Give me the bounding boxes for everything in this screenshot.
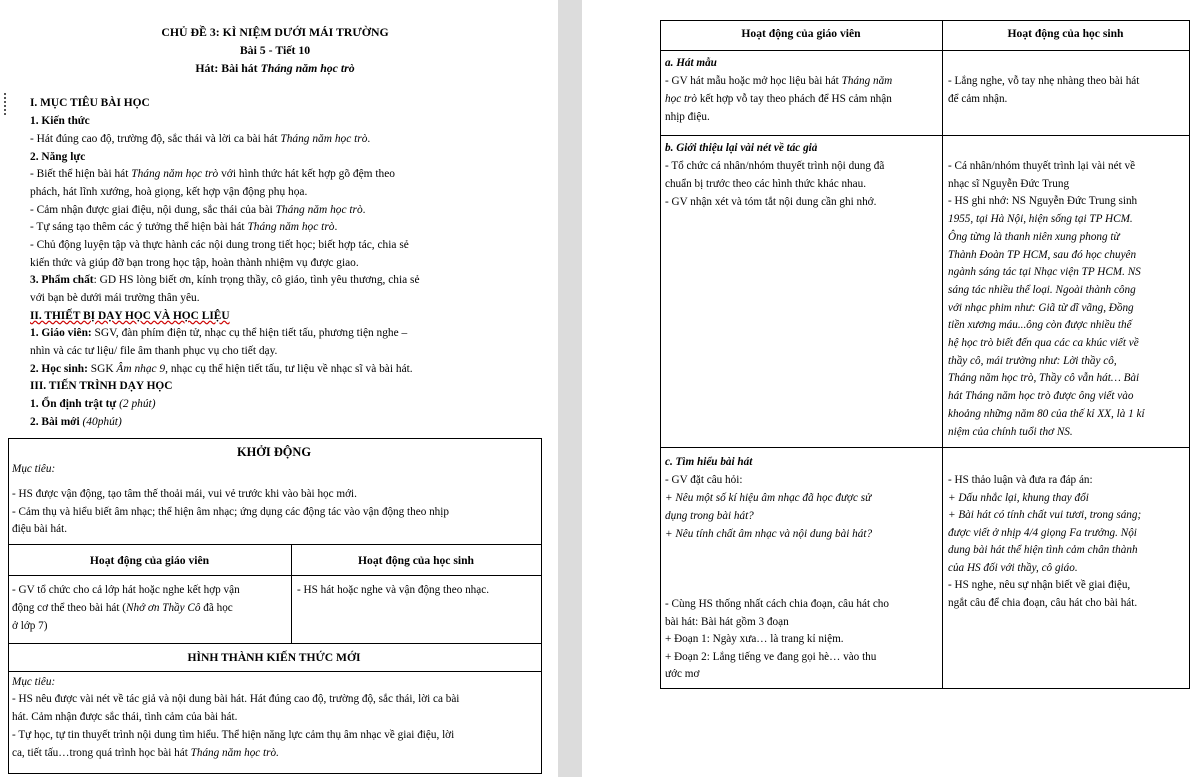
c-teacher-division-line: + Đoạn 2: Lắng tiếng ve đang gọi hè… vào thu [665, 650, 877, 663]
ability-line-4: - Tự sáng tạo thêm các ý tưởng thể hiện bài hát Tháng năm học trò. [30, 221, 338, 233]
ability-line-2: phách, hát lĩnh xướng, hoà giọng, kết hợp vận động phụ họa. [30, 186, 308, 198]
student-line: 2. Học sinh: SGK Âm nhạc 9, nhạc cụ thể hiện tiết tấu, tư liệu về nhạc sĩ và bài hát. [30, 363, 413, 375]
b-student-line: ngành sáng tác tại Nhạc viện TP HCM. NS [948, 266, 1141, 279]
new-knowledge-objective-3: - Tự học, tự tin thuyết trình nội dung tìm hiểu. Thể hiện năng lực cảm thụ âm nhạc về giai điệu, lời [12, 729, 455, 741]
warmup-col-student: Hoạt động của học sinh [358, 554, 474, 567]
stabilize-line: 1. Ổn định trật tự (2 phút) [30, 398, 156, 410]
ability-line-1: - Biết thể hiện bài hát Tháng năm học trò với hình thức hát kết hợp gõ đệm theo [30, 168, 395, 180]
column-divider [942, 20, 943, 688]
c-teacher-division-line: bài hát: Bài hát gồm 3 đoạn [665, 615, 789, 628]
warmup-objective-3: điệu bài hát. [12, 523, 67, 535]
warmup-title: KHỞI ĐỘNG [236, 445, 311, 459]
row-divider [8, 643, 541, 644]
b-student-line: với nhạc phim như: Giã từ dĩ vãng, Đồng [948, 301, 1134, 314]
c-teacher-division-line: + Đoạn 1: Ngày xưa… là trang kỉ niệm. [665, 633, 844, 645]
ability-line-6: kiến thức và giúp đỡ bạn trong học tập, hoàn thành nhiệm vụ được giao. [30, 257, 359, 269]
warmup-teacher-1: - GV tổ chức cho cả lớp hát hoặc nghe kết hợp vận [12, 584, 240, 596]
new-knowledge-title: HÌNH THÀNH KIẾN THỨC MỚI [187, 651, 361, 664]
col-student-header: Hoạt động của học sinh [1007, 27, 1124, 40]
teacher-line-1: 1. Giáo viên: SGV, đàn phím điện tử, nhạc cụ thể hiện tiết tấu, phương tiện nghe – [30, 327, 408, 339]
a-teacher-3: nhịp điệu. [665, 111, 710, 123]
c-student-line: ngắt câu để chia đoạn, câu hát cho bài hát. [948, 596, 1138, 609]
b-student-line: tiền xương máu...ông còn được nhiều thế [948, 319, 1132, 332]
b-student-line: - Cá nhân/nhóm thuyết trình lại vài nét về [948, 160, 1136, 172]
b-teacher-3: - GV nhận xét và tóm tắt nội dung cần ghi nhớ. [665, 196, 877, 208]
c-student-line: - HS nghe, nêu sự nhận biết về giai điệu, [948, 579, 1131, 591]
new-knowledge-objective-label: Mục tiêu: [12, 676, 56, 688]
b-student-line: niệm của chính tuổi thơ NS. [948, 425, 1073, 438]
c-teacher-division-line: ước mơ [665, 668, 700, 680]
section-1-heading: I. MỤC TIÊU BÀI HỌC [30, 97, 150, 109]
warmup-teacher-3: ở lớp 7) [12, 620, 48, 632]
section-b-title: b. Giới thiệu lại vài nét về tác giả [665, 142, 818, 154]
section-3-heading: III. TIẾN TRÌNH DẠY HỌC [30, 380, 173, 392]
ability-heading: 2. Năng lực [30, 151, 86, 163]
new-lesson-line: 2. Bài mới (40phút) [30, 416, 122, 428]
b-student-line: khoảng những năm 80 của thế kỉ XX, là 1 kỉ [948, 407, 1145, 420]
page-gap [558, 0, 582, 777]
knowledge-text: - Hát đúng cao độ, trường độ, sắc thái và lời ca bài hát Tháng năm học trò. [30, 133, 371, 145]
c-student-line: được viết ở nhịp 4/4 giọng Fa trưởng. Nội [948, 526, 1137, 539]
b-teacher-2: chuẩn bị trước theo các hình thức khác nhau. [665, 178, 867, 190]
c-student-line: dung bài hát thể hiện tình cảm chân thành [948, 544, 1138, 556]
c-teacher-line: - GV đặt câu hỏi: [665, 474, 743, 486]
c-student-line: + Bài hát có tính chất vui tươi, trong sáng; [948, 509, 1142, 521]
document-page-left [0, 0, 558, 777]
warmup-objective-1: - HS được vận động, tạo tâm thế thoải mái, vui vẻ trước khi vào bài học mới. [12, 488, 357, 500]
row-divider [660, 447, 1189, 448]
c-student-line: - HS thảo luận và đưa ra đáp án: [948, 474, 1093, 486]
document-page-right [582, 0, 1196, 777]
c-teacher-line: + Nêu một số kí hiệu âm nhạc đã học được sử [665, 492, 872, 504]
new-knowledge-objective-1: - HS nêu được vài nét về tác giả và nội dung bài hát. Hát đúng cao độ, trường độ, sắc thái, lời ca bài [12, 693, 460, 705]
b-student-line: nhạc sĩ Nguyễn Đức Trung [948, 177, 1070, 190]
teacher-line-2: nhìn và các tư liệu/ file âm thanh phục vụ cho tiết dạy. [30, 345, 278, 357]
c-teacher-line: + Nêu tính chất âm nhạc và nội dung bài hát? [665, 528, 873, 540]
col-teacher-header: Hoạt động của giáo viên [741, 27, 861, 40]
lesson-label: Bài 5 - Tiết 10 [239, 43, 311, 57]
c-student-line: của HS đối với thầy, cô giáo. [948, 561, 1078, 574]
b-student-line: 1955, tại Hà Nội, hiện sống tại TP HCM. [948, 213, 1133, 226]
new-knowledge-objective-2: hát. Cảm nhận được sắc thái, tình cảm của bài hát. [12, 711, 238, 723]
song-title: Hát: Bài hát Tháng năm học trò [195, 61, 355, 75]
b-student-line: Thành Đoàn TP HCM, sau đó học chuyên [948, 248, 1137, 261]
ability-line-3: - Cảm nhận được giai điệu, nội dung, sắc thái của bài Tháng năm học trò. [30, 204, 366, 216]
b-student-line: thầy cô, mái trường như: Lời thầy cô, [948, 354, 1117, 367]
row-divider [660, 135, 1189, 136]
row-divider [8, 671, 541, 672]
section-a-title: a. Hát mẫu [665, 57, 717, 69]
new-knowledge-objective-4: ca, tiết tấu…trong quá trình học bài hát Tháng năm học trò. [12, 747, 279, 759]
row-divider [8, 575, 541, 576]
warmup-teacher-2: động cơ thể theo bài hát (Nhớ ơn Thầy Cô đã học [12, 602, 233, 614]
section-2-heading: II. THIẾT BỊ DẠY HỌC VÀ HỌC LIỆU [30, 310, 230, 322]
qualities-line-1: 3. Phẩm chất: GD HS lòng biết ơn, kính trọng thầy, cô giáo, tình yêu thương, chia sẻ [30, 274, 420, 286]
a-teacher-1: - GV hát mẫu hoặc mở học liệu bài hát Tháng năm [665, 75, 893, 87]
a-teacher-2: học trò kết hợp vỗ tay theo phách để HS cảm nhận [665, 93, 892, 105]
c-teacher-line: dụng trong bài hát? [665, 510, 754, 522]
qualities-line-2: với bạn bè dưới mái trường thân yêu. [30, 292, 200, 304]
b-student-line: Tháng năm học trò, Thầy cô vẫn hát… Bài [948, 372, 1140, 385]
row-divider [660, 50, 1189, 51]
knowledge-heading: 1. Kiến thức [30, 115, 90, 127]
column-divider [291, 544, 292, 643]
a-student-1: - Lắng nghe, vỗ tay nhẹ nhàng theo bài hát [948, 75, 1140, 87]
b-student-line: hệ học trò biết đến qua các ca khúc viết về [948, 337, 1139, 349]
c-teacher-division-line: - Cùng HS thống nhất cách chia đoạn, câu hát cho [665, 598, 889, 610]
c-student-line: + Dấu nhắc lại, khung thay đổi [948, 491, 1089, 504]
a-student-2: để cảm nhận. [948, 93, 1008, 105]
topic-title: CHỦ ĐỀ 3: KÌ NIỆM DƯỚI MÁI TRƯỜNG [161, 25, 389, 39]
b-student-line: hát Tháng năm học trò được ông viết vào [948, 390, 1134, 403]
b-student-line: sáng tác nhiều thể loại. Ngoài thành công [948, 283, 1136, 296]
warmup-objective-label: Mục tiêu: [12, 463, 56, 475]
ability-line-5: - Chủ động luyện tập và thực hành các nội dung trong tiết học; biết hợp tác, chia sẻ [30, 239, 409, 251]
b-student-line: Ông từng là thanh niên xung phong từ [948, 230, 1120, 243]
row-divider [8, 544, 541, 545]
warmup-col-teacher: Hoạt động của giáo viên [89, 554, 210, 567]
paragraph-marker [4, 93, 9, 115]
b-student-line: - HS ghi nhớ: NS Nguyễn Đức Trung sinh [948, 195, 1138, 208]
section-c-title: c. Tìm hiểu bài hát [665, 456, 753, 468]
b-teacher-1: - Tổ chức cá nhân/nhóm thuyết trình nội dung đã [665, 160, 885, 172]
warmup-objective-2: - Cảm thụ và hiểu biết âm nhạc; thể hiện âm nhạc; ứng dụng các động tác vào vận động theo nhịp [12, 506, 449, 518]
warmup-student-1: - HS hát hoặc nghe và vận động theo nhạc. [297, 584, 489, 596]
